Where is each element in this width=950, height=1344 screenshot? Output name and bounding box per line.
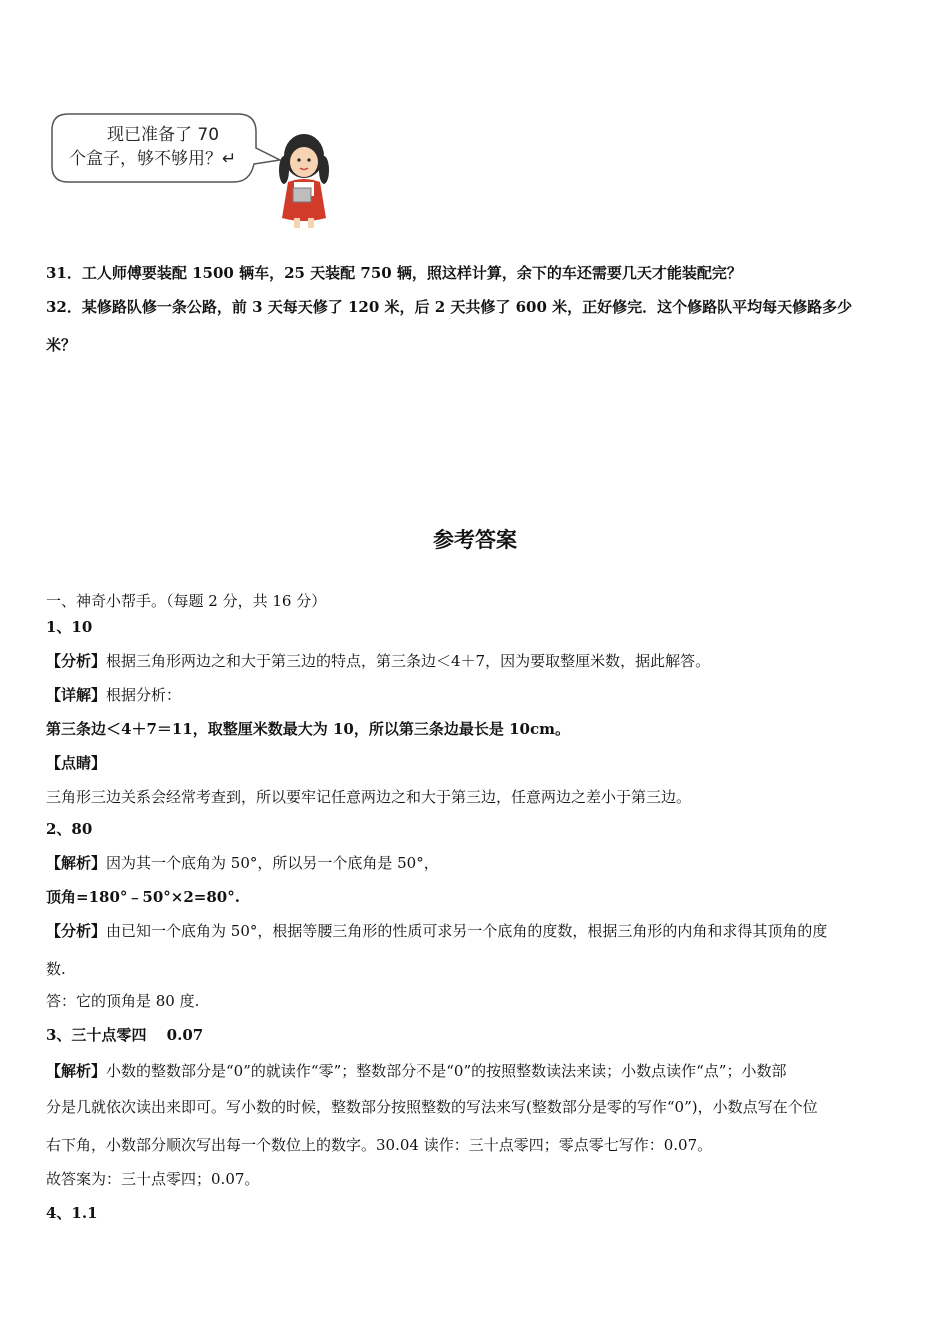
answer-1-point-tag: 【点睛】 xyxy=(46,754,107,772)
bubble-line-1: 现已准备了 70 xyxy=(107,125,220,145)
jiexi-text: 小数的整数部分是“0”的就读作“零”；整数部分不是“0”的按照整数读法来读；小数点读作“点”；小数部 xyxy=(106,1062,787,1080)
answer-2-analysis xyxy=(46,920,827,941)
jiexi-tag: 【解析】 xyxy=(46,1062,107,1080)
answer-1-calc: 第三条边＜4＋7＝11，取整厘米数最大为 10，所以第三条边最长是 10cm。 xyxy=(46,720,570,738)
answer-2-head: 2、80 xyxy=(46,820,93,838)
bubble-line-2: 个盒子，够不够用？↵ xyxy=(69,149,237,169)
answer-2-calc: 顶角=180°﹣50°×2=80°. xyxy=(46,888,240,906)
question-number: 31． xyxy=(46,264,82,282)
question-31 xyxy=(46,262,742,283)
analysis-tag: 【分析】 xyxy=(46,922,107,940)
answer-3-jiexi-1 xyxy=(46,1060,786,1081)
question-32-continued: 米？ xyxy=(46,336,77,354)
answers-title: 参考答案 xyxy=(433,528,517,552)
answer-1-analysis xyxy=(46,650,710,671)
answer-3-jiexi-2: 分是几就依次读出来即可。写小数的时候，整数部分按照整数的写法来写(整数部分是零的写作“0”)，小数点写在个位 xyxy=(46,1098,818,1116)
answer-3-head: 3、三十点零四 0.07 xyxy=(46,1026,204,1044)
answer-2-analysis-cont: 数. xyxy=(46,960,66,978)
answer-1-detail xyxy=(46,684,181,705)
detail-tag: 【详解】 xyxy=(46,686,107,704)
answer-1-point: 三角形三边关系会经常考查到，所以要牢记任意两边之和大于第三边，任意两边之差小于第三边。 xyxy=(46,788,692,806)
analysis-text: 根据三角形两边之和大于第三边的特点，第三条边＜4＋7，因为要取整厘米数，据此解答。 xyxy=(106,652,711,670)
answer-2-jiexi xyxy=(46,852,439,873)
question-32 xyxy=(46,296,852,317)
answer-4-head: 4、1.1 xyxy=(46,1204,98,1222)
question-text: 某修路队修一条公路，前 3 天每天修了 120 米，后 2 天共修了 600 米，正好修完．这个修路队平均每天修路多少 xyxy=(81,298,853,316)
analysis-tag: 【分析】 xyxy=(46,652,107,670)
section-heading: 一、神奇小帮手。（每题 2 分，共 16 分） xyxy=(46,592,327,610)
jiexi-tag: 【解析】 xyxy=(46,854,107,872)
detail-text: 根据分析： xyxy=(106,686,182,704)
answer-3-answer: 故答案为：三十点零四；0.07。 xyxy=(46,1170,260,1188)
analysis-text: 由已知一个底角为 50°，根据等腰三角形的性质可求另一个底角的度数，根据三角形的内角和求得其顶角的度 xyxy=(106,922,828,940)
jiexi-text: 因为其一个底角为 50°，所以另一个底角是 50°， xyxy=(106,854,439,872)
question-number: 32． xyxy=(46,298,82,316)
answer-3-jiexi-3: 右下角，小数部分顺次写出每一个数位上的数字。30.04 读作：三十点零四；零点零七写作：0.07。 xyxy=(46,1136,713,1154)
question-text: 工人师傅要装配 1500 辆车，25 天装配 750 辆，照这样计算，余下的车还需要几天才能装配完？ xyxy=(81,264,742,282)
answer-1-head: 1、10 xyxy=(46,618,93,636)
girl-holding-box-icon xyxy=(262,126,342,230)
answer-2-answer: 答：它的顶角是 80 度. xyxy=(46,992,200,1010)
